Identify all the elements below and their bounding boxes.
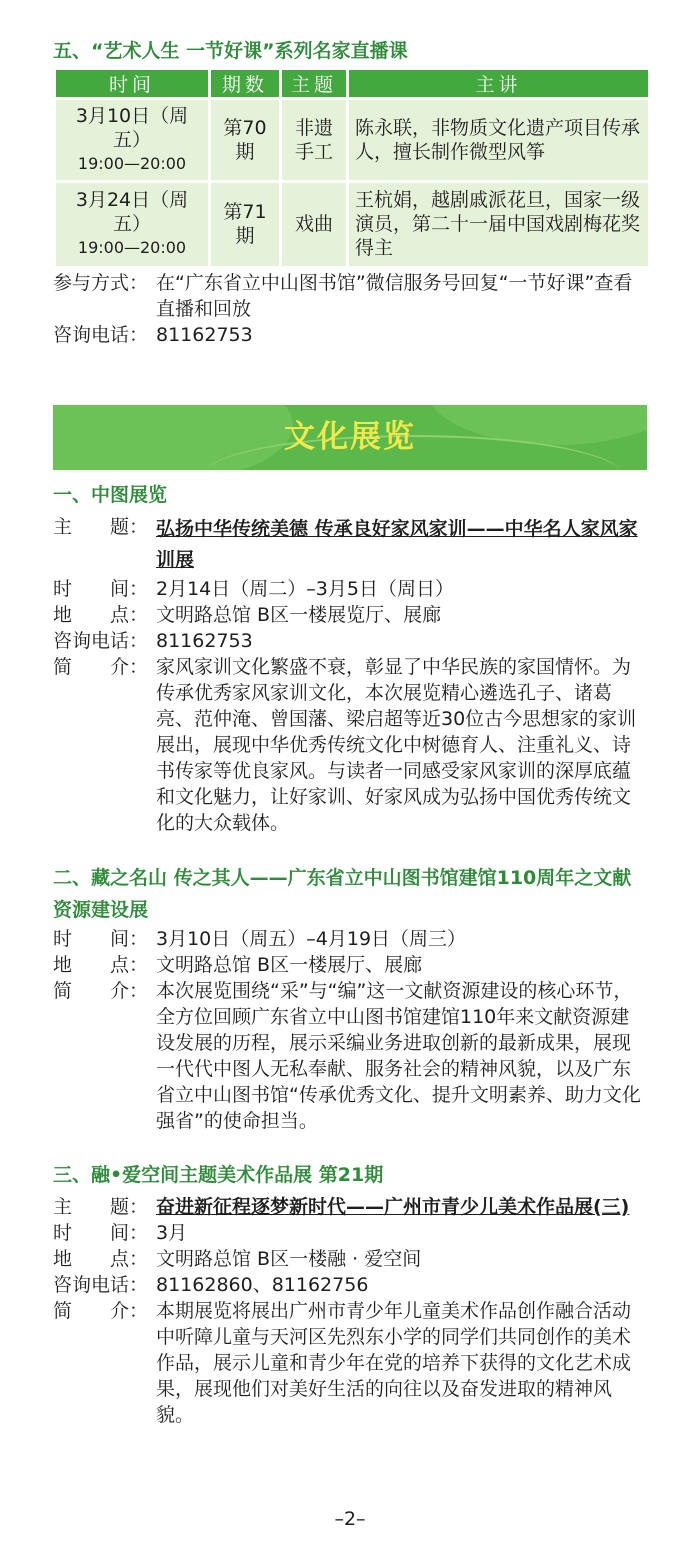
intro-label: 简 介： <box>53 980 149 1002</box>
time-label: 时 间： <box>53 578 149 600</box>
course-table <box>56 70 648 266</box>
cell-date: 3月24日（周五） <box>75 189 189 236</box>
exhibit3-time: 3月 <box>156 1222 188 1244</box>
place-label: 地 点： <box>53 1248 149 1270</box>
time-label: 时 间： <box>53 1222 149 1244</box>
culture-exhibition-banner <box>53 405 647 470</box>
cell-hours: 19:00—20:00 <box>77 238 187 258</box>
exhibit2-intro-row <box>53 978 647 1134</box>
exhibit1-time: 2月14日（周二）–3月5日（周日） <box>156 578 454 600</box>
exhibit3-intro-row <box>53 1298 647 1428</box>
exhibit2-place-row <box>53 952 647 978</box>
table-header-row <box>56 70 648 99</box>
exhibit3-intro: 本期展览将展出广州市青少年儿童美术作品创作融合活动中听障儿童与天河区先烈东小学的同学们共同创作的美术作品，展示儿童和青少年在党的培养下获得的文化艺术成果，展现他们对美好生活的向往以及奋发进取的精神风貌。 <box>156 1300 632 1426</box>
cell-theme: 非遗手工 <box>281 99 348 182</box>
exhibit3-phone: 81162860、81162756 <box>156 1274 369 1296</box>
header-time: 时间 <box>56 70 210 99</box>
exhibit2-time: 3月10日（周五）–4月19日（周三） <box>156 928 467 950</box>
cell-issue: 第70期 <box>210 99 281 182</box>
exhibit1-theme: 弘扬中华传统美德 传承良好家风家训——中华名人家风家训展 <box>156 518 638 571</box>
cell-time <box>56 182 210 266</box>
exhibit1 <box>53 480 647 836</box>
exhibit2-time-row <box>53 926 647 952</box>
cell-hours: 19:00—20:00 <box>77 154 187 173</box>
exhibit1-intro: 家风家训文化繁盛不衰，彰显了中华民族的家国情怀。为传承优秀家风家训文化，本次展览精心遴选孔子、诸葛亮、范仲淹、曾国藩、梁启超等近30位古今思想家的家训展出，展现中华优秀传统文化中树德育人、注重礼义、诗书传家等优良家风。与读者一同感受家风家训的深厚底蕴和文化魅力，让好家训、好家风成为弘扬中国优秀传统文化的大众载体。 <box>156 656 637 834</box>
time-label: 时 间： <box>53 928 149 950</box>
exhibit3-place-row <box>53 1246 647 1272</box>
exhibit3-theme: 奋进新征程逐梦新时代——广州市青少儿美术作品展(三) <box>156 1196 630 1218</box>
exhibit1-theme-row <box>53 514 647 576</box>
section5-title: 五、“艺术人生 一节好课”系列名家直播课 <box>53 40 408 62</box>
exhibit3-place: 文明路总馆 B区一楼融 · 爱空间 <box>156 1248 422 1270</box>
cell-theme: 戏曲 <box>281 182 348 266</box>
banner-title: 文化展览 <box>284 419 416 455</box>
intro-label: 简 介： <box>53 656 149 678</box>
exhibit1-intro-row <box>53 654 647 836</box>
phone-label: 咨询电话： <box>53 630 149 652</box>
cell-time <box>56 99 210 182</box>
theme-label: 主 题： <box>53 1196 149 1218</box>
cell-date: 3月10日（周五） <box>75 105 189 151</box>
place-label: 地 点： <box>53 954 149 976</box>
table-row <box>56 182 648 266</box>
section5 <box>53 36 647 66</box>
exhibit2-intro: 本次展览围绕“采”与“编”这一文献资源建设的核心环节，全方位回顾广东省立中山图书馆建馆110年来文献资源建设发展的历程，展示采编业务进取创新的最新成果，展现一代代中图人无私奉献、服务社会的精神风貌，以及广东省立中山图书馆“传承优秀文化、提升文明素养、助力文化强省”的使命担当。 <box>156 980 641 1132</box>
intro-label: 简 介： <box>53 1300 149 1322</box>
exhibit1-phone-row <box>53 628 647 654</box>
exhibit2 <box>53 862 647 1134</box>
join-row <box>53 270 647 322</box>
join-text: 在“广东省立中山图书馆”微信服务号回复“一节好课”查看直播和回放 <box>156 272 633 320</box>
table-row <box>56 99 648 182</box>
exhibit1-time-row <box>53 576 647 602</box>
theme-label: 主 题： <box>53 516 149 538</box>
header-issue: 期数 <box>210 70 281 99</box>
exhibit3-heading: 三、融•爱空间主题美术作品展 第21期 <box>53 1164 384 1186</box>
page-number: –2– <box>334 1508 366 1530</box>
exhibit3-time-row <box>53 1220 647 1246</box>
phone-label: 咨询电话： <box>53 324 149 346</box>
cell-speaker: 王杭娟，越剧戚派花旦，国家一级演员，第二十一届中国戏剧梅花奖得主 <box>348 182 649 266</box>
place-label: 地 点： <box>53 604 149 626</box>
exhibit3-phone-row <box>53 1272 647 1298</box>
cell-speaker: 陈永联，非物质文化遗产项目传承人，擅长制作微型风筝 <box>348 99 649 182</box>
exhibit1-place-row <box>53 602 647 628</box>
exhibit3 <box>53 1160 647 1428</box>
exhibit2-heading: 二、藏之名山 传之其人——广东省立中山图书馆建馆110周年之文献资源建设展 <box>53 867 632 921</box>
exhibit1-place: 文明路总馆 B区一楼展览厅、展廊 <box>156 604 442 626</box>
exhibit1-phone: 81162753 <box>156 630 253 652</box>
exhibit3-theme-row <box>53 1194 647 1220</box>
header-speaker: 主讲 <box>348 70 649 99</box>
join-label: 参与方式： <box>53 272 149 294</box>
exhibit2-place: 文明路总馆 B区一楼展厅、展廊 <box>156 954 423 976</box>
section5-info <box>53 270 647 348</box>
phone-value: 81162753 <box>156 324 253 346</box>
exhibit1-heading: 一、中图展览 <box>53 484 168 506</box>
phone-label: 咨询电话： <box>53 1274 149 1296</box>
cell-issue: 第71期 <box>210 182 281 266</box>
phone-row <box>53 322 647 348</box>
header-theme: 主题 <box>281 70 348 99</box>
